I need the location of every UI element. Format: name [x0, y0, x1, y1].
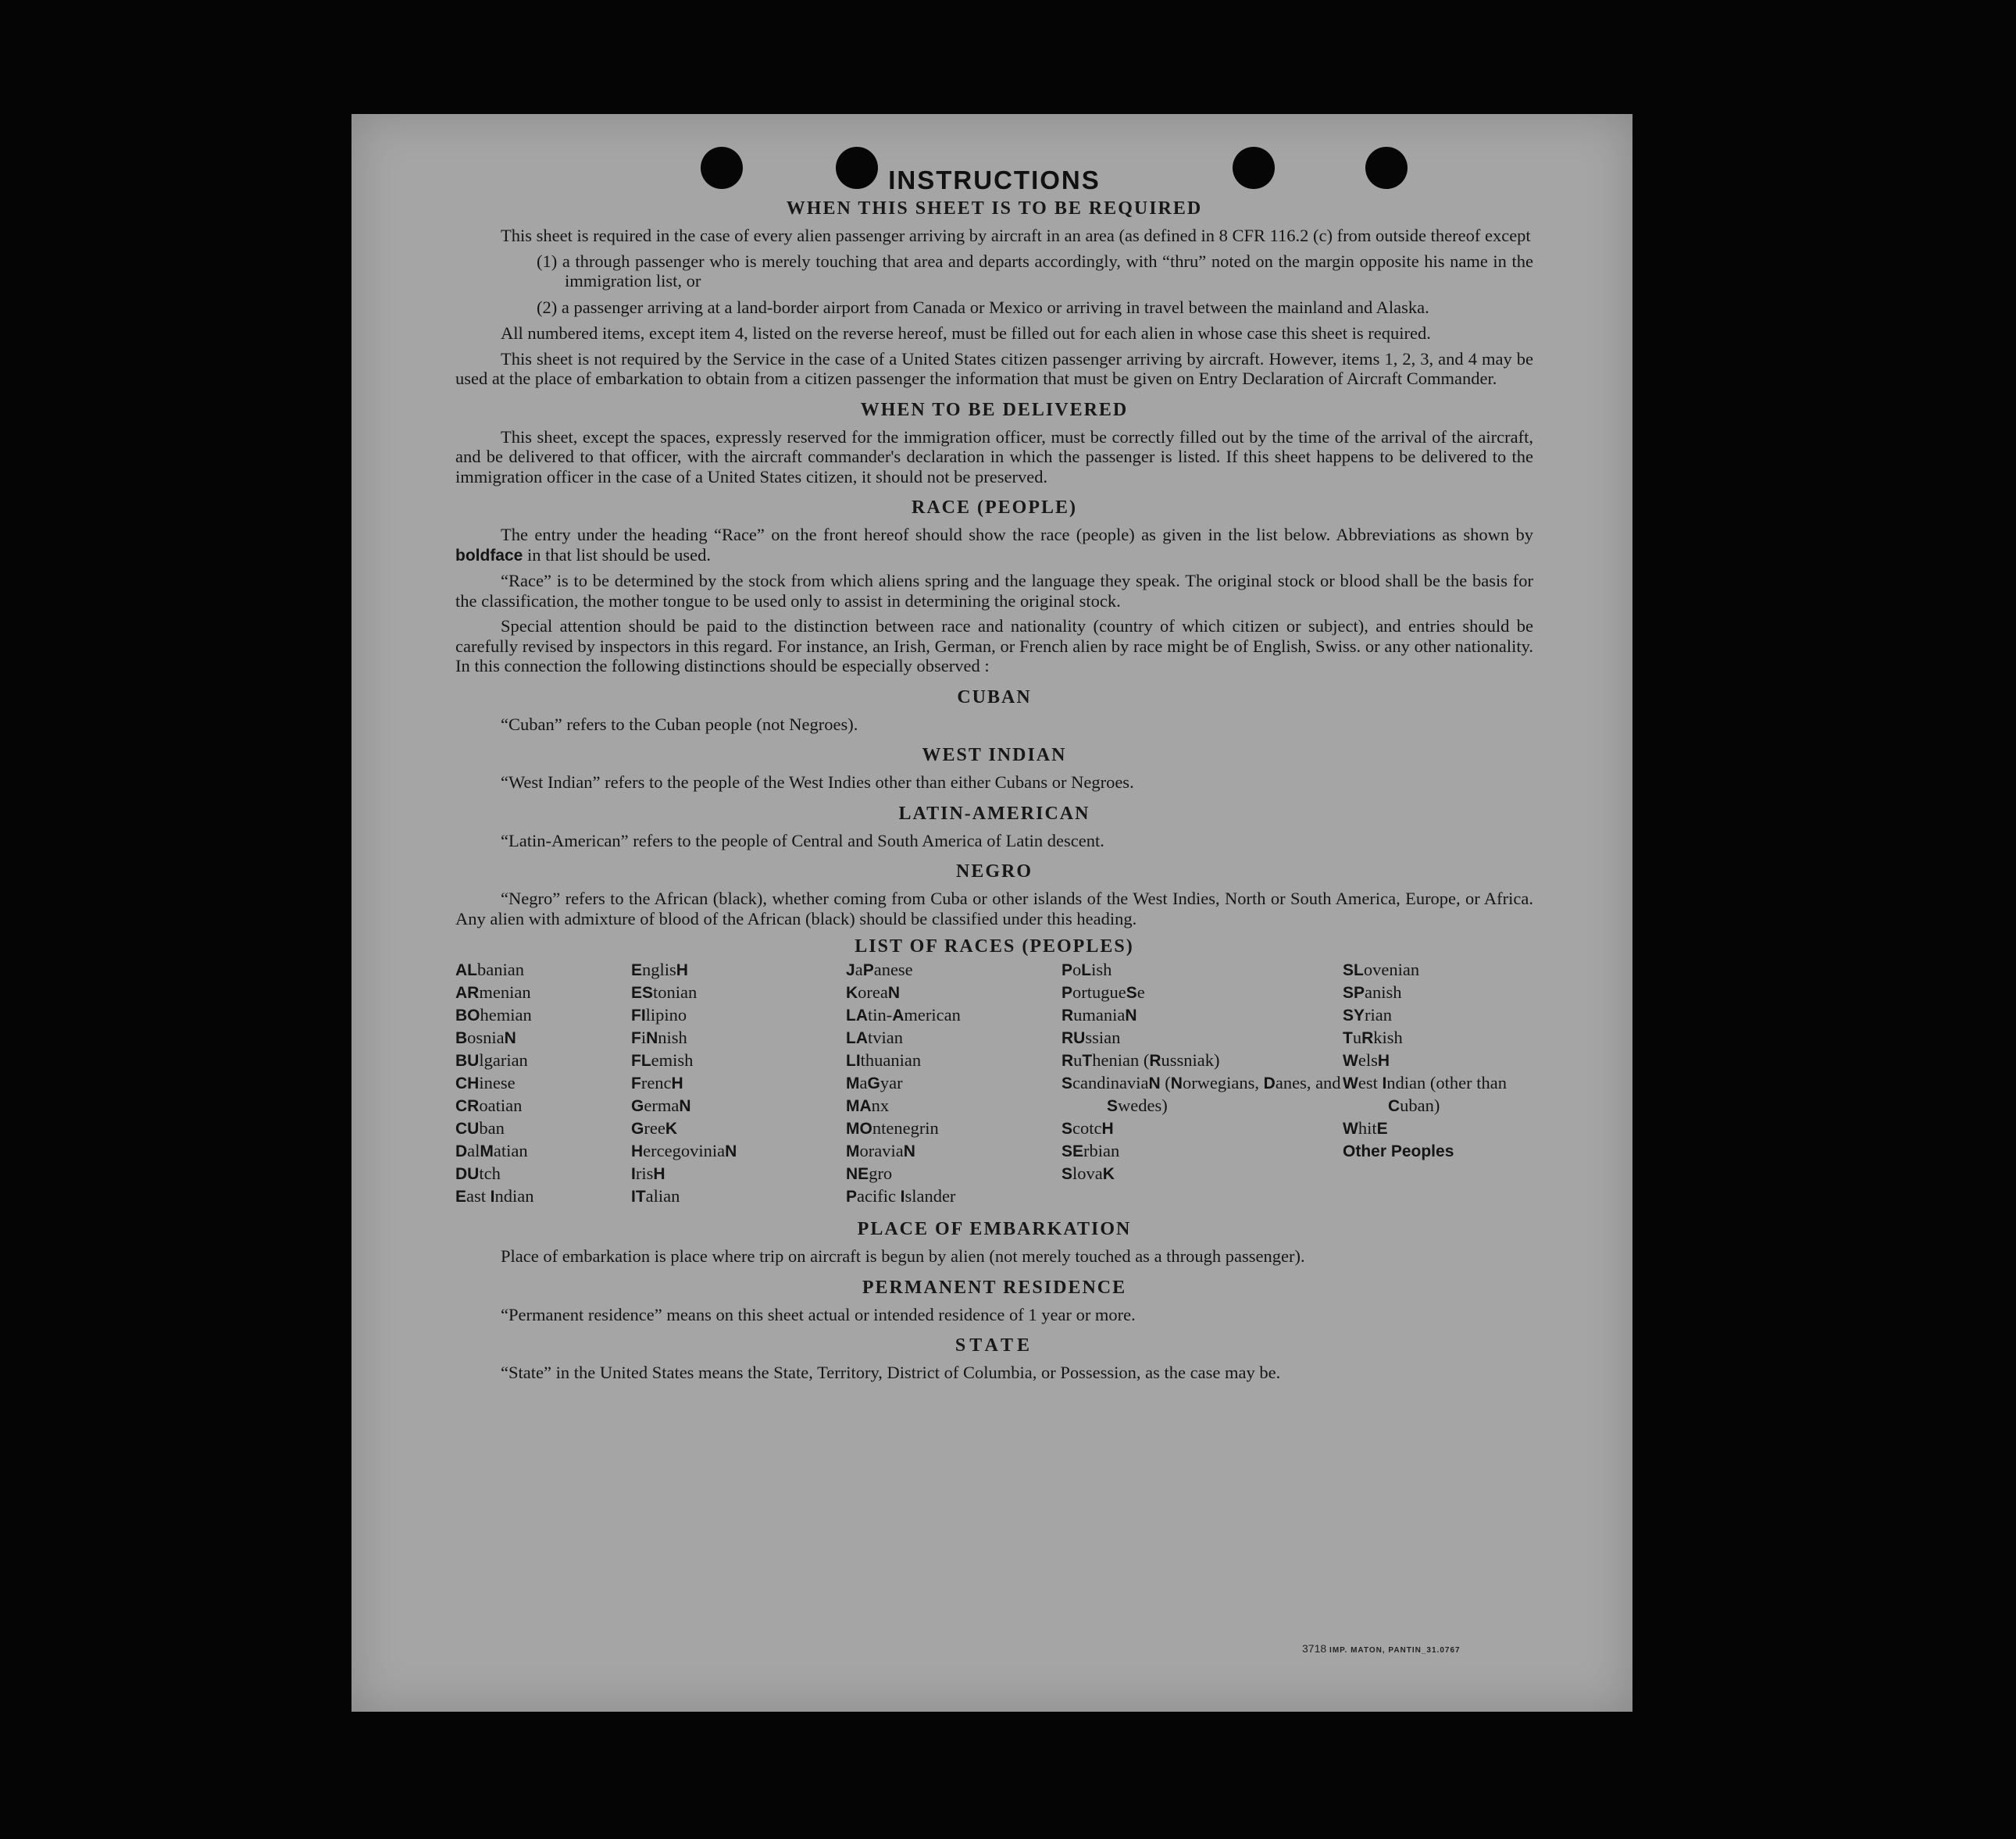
race-entry: LAtvian — [846, 1028, 903, 1047]
document-body — [455, 166, 1533, 1388]
list-item: (1) a through passenger who is merely touching that area and departs accordingly, with “thru” noted on the margin opposite his name in the immigration list, or — [537, 251, 1533, 290]
race-entry: PoLish — [1062, 960, 1112, 979]
paragraph: “Cuban” refers to the Cuban people (not Negroes). — [501, 714, 858, 734]
race-entry: RumaniaN — [1062, 1005, 1137, 1025]
heading-permanent-residence: PERMANENT RESIDENCE — [862, 1277, 1127, 1298]
race-entry: IrisH — [631, 1164, 665, 1183]
races-column — [455, 959, 631, 1208]
race-entry: ScotcH — [1062, 1118, 1114, 1138]
heading-when-delivered: WHEN TO BE DELIVERED — [860, 399, 1129, 420]
races-column — [631, 959, 846, 1208]
race-entry: WelsH — [1343, 1050, 1390, 1070]
paragraph — [455, 525, 1533, 565]
races-list — [455, 959, 1533, 1208]
race-entry: SYrian — [1343, 1005, 1393, 1025]
paragraph: “State” in the United States means the State, Territory, District of Columbia, or Possession, as the case may be. — [501, 1363, 1281, 1382]
race-entry: ALbanian — [455, 960, 524, 979]
race-entry: JaPanese — [846, 960, 913, 979]
race-entry: MAnx — [846, 1096, 890, 1115]
race-entry: FrencH — [631, 1073, 683, 1092]
paragraph: “Latin-American” refers to the people of Central and South America of Latin descent. — [501, 830, 1104, 850]
race-entry: DUtch — [455, 1164, 501, 1183]
boldface-word: boldface — [455, 546, 523, 565]
heading-when-required: WHEN THIS SHEET IS TO BE REQUIRED — [786, 198, 1203, 219]
race-entry: GreeK — [631, 1118, 677, 1138]
heading-embarkation: PLACE OF EMBARKATION — [857, 1219, 1132, 1239]
races-column — [846, 959, 1062, 1208]
race-entry: MOntenegrin — [846, 1118, 939, 1138]
paragraph: Place of embarkation is place where trip on aircraft is begun by alien (not merely touched as a through passenger). — [501, 1246, 1305, 1266]
heading-negro: NEGRO — [955, 861, 1033, 882]
race-entry: TuRkish — [1343, 1028, 1403, 1047]
document-sheet — [351, 114, 1632, 1712]
heading-west-indian: WEST INDIAN — [922, 745, 1067, 765]
race-entry: BUlgarian — [455, 1050, 528, 1070]
paragraph: All numbered items, except item 4, listed on the reverse hereof, must be filled out for each alien in whose case this sheet is required. — [501, 323, 1431, 343]
race-entry: SLovenian — [1343, 960, 1420, 979]
heading-cuban: CUBAN — [957, 686, 1032, 707]
printer-mark: IMP. MATON, PANTIN_31.0767 — [1329, 1646, 1461, 1655]
race-entry: Pacific Islander — [846, 1186, 956, 1206]
heading-list-of-races: LIST OF RACES (PEOPLES) — [855, 936, 1134, 957]
race-entry: RuThenian (Russniak) — [1062, 1050, 1220, 1070]
race-entry: MoraviaN — [846, 1141, 915, 1160]
race-entry: CHinese — [455, 1073, 516, 1092]
race-entry: FIlipino — [631, 1005, 687, 1025]
list-item: (2) a passenger arriving at a land-border airport from Canada or Mexico or arriving in travel between the mainland and Alaska. — [537, 297, 1429, 317]
race-entry: EStonian — [631, 982, 698, 1002]
paragraph: “West Indian” refers to the people of the West Indies other than either Cubans or Negroes. — [501, 772, 1134, 792]
race-entry: PortugueSe — [1062, 982, 1145, 1002]
race-entry: CUban — [455, 1118, 505, 1138]
paragraph: This sheet is required in the case of every alien passenger arriving by aircraft in an area (as defined in 8 CFR 116.2 (c) from outside thereof except — [501, 226, 1531, 245]
race-entry: LIthuanian — [846, 1050, 922, 1070]
race-entry: FiNnish — [631, 1028, 687, 1047]
race-entry: ITalian — [631, 1186, 680, 1206]
paragraph: “Permanent residence” means on this sheet actual or intended residence of 1 year or more. — [501, 1304, 1136, 1324]
race-entry: SErbian — [1062, 1141, 1120, 1160]
form-number — [1302, 1642, 1461, 1655]
race-entry: LAtin-American — [846, 1005, 961, 1025]
race-entry: BosniaN — [455, 1028, 516, 1047]
race-entry: SlovaK — [1062, 1164, 1115, 1183]
race-entry: CRoatian — [455, 1096, 523, 1115]
document-title: INSTRUCTIONS — [888, 166, 1101, 194]
race-entry: ARmenian — [455, 982, 531, 1002]
form-code: 3718 — [1302, 1642, 1327, 1655]
race-entry: SPanish — [1343, 982, 1402, 1002]
paragraph: “Negro” refers to the African (black), whether coming from Cuba or other islands of the West Indies, North or South America, Europe, or Africa. Any alien with admixture of blood of the African (black) should be classified under this heading. — [455, 889, 1533, 928]
paragraph: This sheet is not required by the Service in the case of a United States citizen passenger arriving by aircraft. However, items 1, 2, 3, and 4 may be used at the place of embarkation to obtain from a citizen passenger the information that must be given on Entry Declaration of Aircraft Commander. — [455, 348, 1533, 388]
races-column — [1062, 959, 1343, 1208]
heading-race: RACE (PEOPLE) — [912, 497, 1077, 518]
race-entry: GermaN — [631, 1096, 691, 1115]
race-entry: RUssian — [1062, 1028, 1121, 1047]
race-entry: Other Peoples — [1343, 1142, 1454, 1160]
paragraph: “Race” is to be determined by the stock from which aliens spring and the language they speak. The original stock or blood shall be the basis for the classification, the mother tongue to be used only to assist in determining the original stock. — [455, 571, 1533, 611]
paragraph: This sheet, except the spaces, expressly reserved for the immigration officer, must be correctly filled out by the time of the arrival of the aircraft, and be delivered to that officer, with the aircraft commander's declaration in which the passenger is listed. If this sheet happens to be delivered to the immigration officer in the case of a United States citizen, it should not be preserved. — [455, 426, 1533, 486]
race-entry: KoreaN — [846, 982, 901, 1002]
race-entry: MaGyar — [846, 1073, 903, 1092]
race-entry: East Indian — [455, 1186, 534, 1206]
race-entry: NEgro — [846, 1164, 893, 1183]
race-entry: WhitE — [1343, 1118, 1388, 1138]
race-entry: DalMatian — [455, 1141, 528, 1160]
heading-latin-american: LATIN-AMERICAN — [898, 803, 1090, 824]
race-entry: ScandinaviaN (Norwegians, Danes, and Swedes) — [1062, 1073, 1341, 1115]
race-entry: FLemish — [631, 1050, 694, 1070]
text-run: in that list should be used. — [526, 544, 711, 565]
race-entry: West Indian (other than Cuban) — [1343, 1073, 1507, 1115]
text-run: The entry under the heading “Race” on the front hereof should show the race (people) as given in the list below. Abbreviations as shown by — [501, 525, 1533, 544]
race-entry: BOhemian — [455, 1005, 532, 1025]
paragraph: Special attention should be paid to the distinction between race and nationality (country of which citizen or subject), and entries should be carefully revised by inspectors in this regard. For instance, an Irish, German, or French alien by race might be of English, Swiss. or any other nationality. In this connection the following distinctions should be especially observed : — [455, 616, 1533, 675]
race-entry: HercegoviniaN — [631, 1141, 737, 1160]
race-entry: EnglisH — [631, 960, 688, 979]
races-column — [1343, 959, 1533, 1208]
heading-state: STATE — [954, 1335, 1034, 1356]
